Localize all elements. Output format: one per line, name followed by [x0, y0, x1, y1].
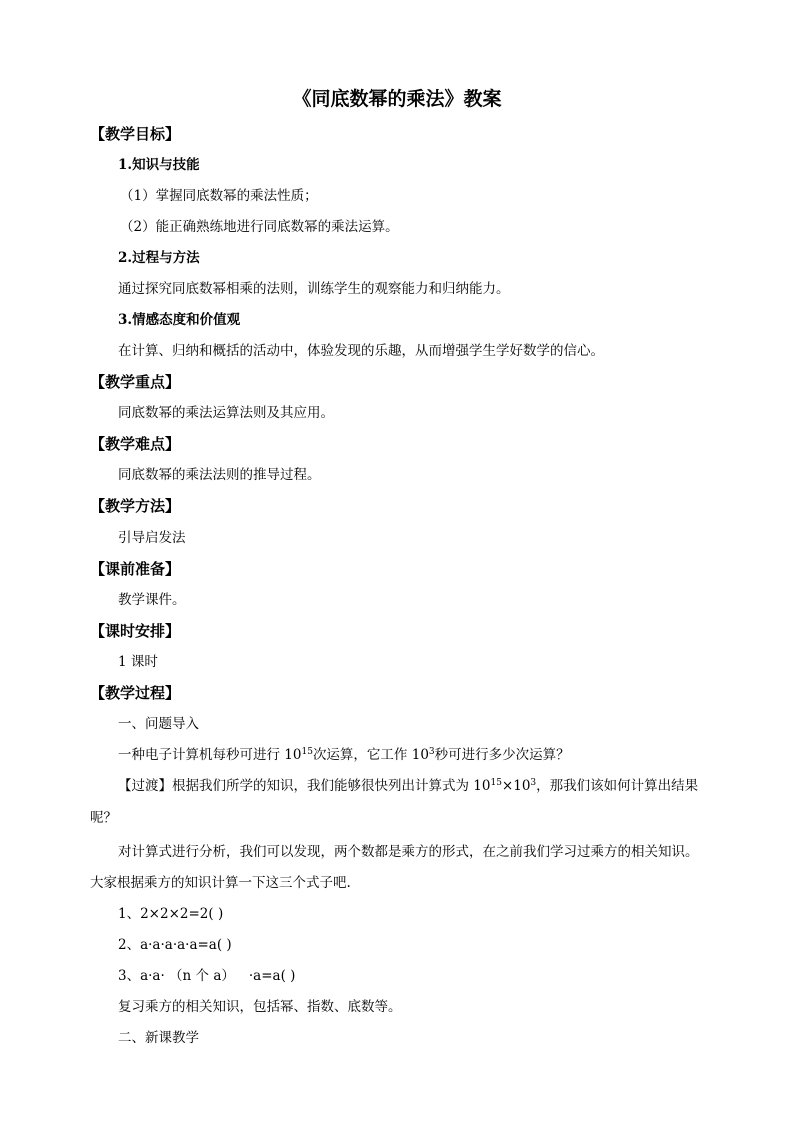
transition-text-a: 【过渡】根据我们所学的知识，我们能够很快列出计算式为 10 — [118, 778, 491, 794]
heading-preparation: 【课前准备】 — [90, 560, 181, 578]
goal-item-1: （1）掌握同底数幂的乘法性质； — [120, 188, 318, 204]
goal-item-2: （2）能正确熟练地进行同底数幂的乘法运算。 — [120, 219, 399, 235]
part-two-heading: 二、新课教学 — [118, 1030, 199, 1046]
exercise-1: 1、2×2×2=2( ) — [118, 906, 224, 922]
transition-exponent-1: 15 — [490, 778, 502, 788]
key-points-text: 同底数幂的乘法运算法则及其应用。 — [118, 405, 334, 421]
exercise-3 — [118, 966, 295, 986]
teaching-method-text: 引导启发法 — [118, 530, 186, 546]
question-text-a: 一种电子计算机每秒可进行 10 — [118, 747, 302, 763]
exercise-3-part-a: 3、a·a· （n 个 a） — [118, 968, 235, 984]
heading-schedule: 【课时安排】 — [90, 622, 181, 640]
schedule-text: 1 课时 — [118, 654, 158, 670]
transition-text-b: ，那我们该如何计算出结果 — [536, 778, 699, 794]
document-title: 《同底数幂的乘法》教案 — [292, 88, 502, 110]
preparation-text: 教学课件。 — [118, 592, 186, 608]
question-exponent-1: 15 — [301, 747, 313, 757]
subheading-knowledge-skills: 1.知识与技能 — [118, 157, 200, 173]
exercise-3-part-b: ·a=a( ) — [248, 968, 296, 984]
transition-paragraph — [118, 776, 698, 796]
question-exponent-2: 3 — [428, 747, 435, 757]
attitude-values-text: 在计算、归纳和概括的活动中，体验发现的乐趣，从而增强学生学好数学的信心。 — [118, 343, 604, 359]
subheading-attitude-values: 3.情感态度和价值观 — [118, 312, 241, 328]
heading-teaching-process: 【教学过程】 — [90, 684, 181, 702]
difficult-points-text: 同底数幂的乘法法则的推导过程。 — [118, 467, 321, 483]
process-method-text: 通过探究同底数幂相乘的法则，训练学生的观察能力和归纳能力。 — [118, 281, 510, 297]
question-paragraph — [118, 745, 570, 765]
transition-exponent-2: 3 — [530, 778, 537, 788]
heading-teaching-goals: 【教学目标】 — [90, 125, 181, 143]
analysis-line-2: 大家根据乘方的知识计算一下这三个式子吧. — [90, 875, 351, 891]
exercise-2: 2、a·a·a·a·a=a( ) — [118, 937, 232, 953]
part-one-heading: 一、问题导入 — [118, 716, 199, 732]
analysis-line-1: 对计算式进行分析，我们可以发现，两个数都是乘方的形式，在之前我们学习过乘方的相关知识。 — [118, 844, 699, 860]
transition-text-mid: ×10 — [501, 778, 531, 794]
heading-teaching-method: 【教学方法】 — [90, 497, 181, 515]
question-text-b: 次运算，它工作 10 — [312, 747, 429, 763]
transition-continued: 呢？ — [90, 810, 117, 826]
review-text: 复习乘方的相关知识，包括幂、指数、底数等。 — [118, 999, 402, 1015]
heading-key-points: 【教学重点】 — [90, 373, 181, 391]
heading-difficult-points: 【教学难点】 — [90, 435, 181, 453]
question-text-c: 秒可进行多少次运算？ — [434, 747, 570, 763]
subheading-process-method: 2.过程与方法 — [118, 250, 200, 266]
